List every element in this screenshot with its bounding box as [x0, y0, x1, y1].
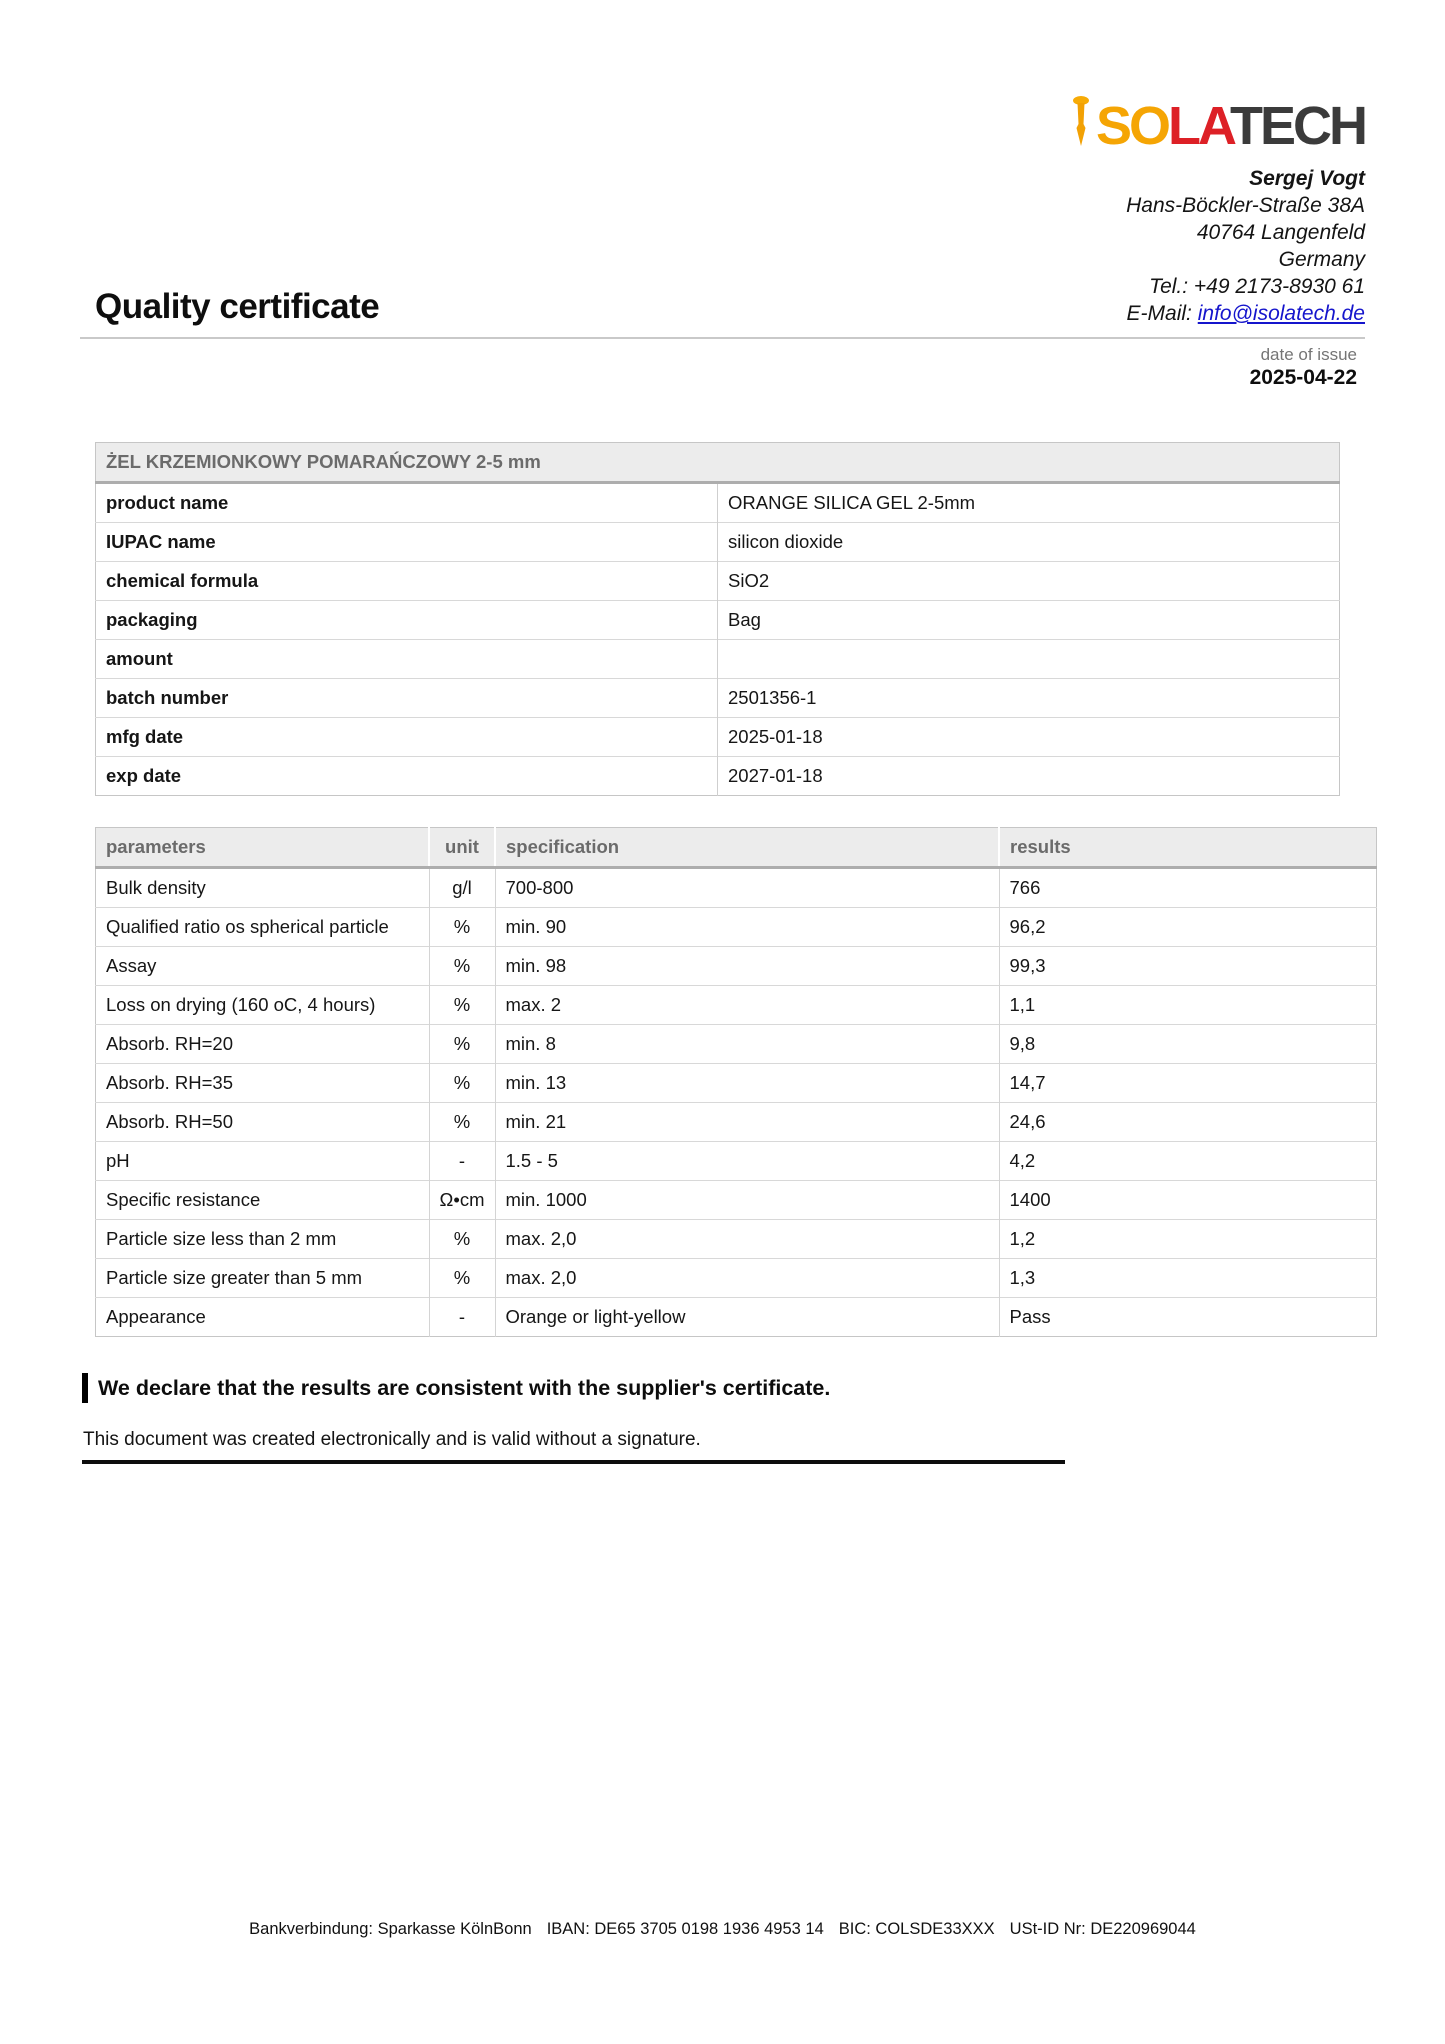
table-row — [96, 757, 1340, 796]
table-row — [96, 483, 1340, 523]
email-label: E-Mail: — [1126, 302, 1198, 325]
declaration-bar — [82, 1373, 88, 1403]
table-row — [96, 523, 1340, 562]
param-name: pH — [96, 1142, 430, 1181]
parameters-header-row — [96, 828, 1377, 868]
table-row — [96, 1220, 1377, 1259]
product-row-label: batch number — [96, 679, 718, 718]
column-header-results: results — [999, 828, 1377, 868]
param-unit: % — [429, 1220, 495, 1259]
param-name: Particle size greater than 5 mm — [96, 1259, 430, 1298]
param-specification: 700-800 — [495, 868, 999, 908]
table-row — [96, 868, 1377, 908]
param-unit: g/l — [429, 868, 495, 908]
table-row — [96, 1064, 1377, 1103]
param-name: Assay — [96, 947, 430, 986]
param-result: 14,7 — [999, 1064, 1377, 1103]
table-row — [96, 718, 1340, 757]
param-result: 1,3 — [999, 1259, 1377, 1298]
contact-email-line — [1126, 300, 1365, 327]
param-unit: % — [429, 1064, 495, 1103]
column-header-specification: specification — [495, 828, 999, 868]
contact-block — [1126, 165, 1365, 327]
product-row-value — [718, 640, 1340, 679]
param-specification: max. 2,0 — [495, 1220, 999, 1259]
table-row — [96, 1103, 1377, 1142]
param-unit: % — [429, 1025, 495, 1064]
param-unit: % — [429, 1103, 495, 1142]
date-of-issue-label: date of issue — [1260, 345, 1357, 364]
contact-country: Germany — [1278, 248, 1365, 271]
table-row — [96, 601, 1340, 640]
param-result: 96,2 — [999, 908, 1377, 947]
product-row-label: mfg date — [96, 718, 718, 757]
footer-iban: IBAN: DE65 3705 0198 1936 4953 14 — [546, 1920, 824, 1938]
table-row — [96, 562, 1340, 601]
signature-line — [82, 1460, 1065, 1464]
param-specification: min. 8 — [495, 1025, 999, 1064]
param-specification: max. 2,0 — [495, 1259, 999, 1298]
logo-part-so: SO — [1095, 96, 1169, 157]
param-result: 766 — [999, 868, 1377, 908]
table-row — [96, 1181, 1377, 1220]
table-row — [96, 679, 1340, 718]
param-name: Absorb. RH=35 — [96, 1064, 430, 1103]
product-row-value: silicon dioxide — [718, 523, 1340, 562]
date-of-issue-block — [80, 345, 1365, 390]
product-row-value: Bag — [718, 601, 1340, 640]
product-row-value: ORANGE SILICA GEL 2-5mm — [718, 483, 1340, 523]
contact-street: Hans-Böckler-Straße 38A — [1126, 194, 1365, 217]
product-row-label: chemical formula — [96, 562, 718, 601]
product-row-label: amount — [96, 640, 718, 679]
product-row-value: 2501356-1 — [718, 679, 1340, 718]
footer-bank: Bankverbindung: Sparkasse KölnBonn — [249, 1920, 532, 1938]
table-row — [96, 1025, 1377, 1064]
param-unit: Ω•cm — [429, 1181, 495, 1220]
param-result: 1,2 — [999, 1220, 1377, 1259]
product-row-value: 2027-01-18 — [718, 757, 1340, 796]
param-name: Particle size less than 2 mm — [96, 1220, 430, 1259]
param-unit: - — [429, 1298, 495, 1337]
param-name: Qualified ratio os spherical particle — [96, 908, 430, 947]
contact-name: Sergej Vogt — [1249, 167, 1365, 190]
logo-text — [1095, 96, 1365, 157]
param-unit: % — [429, 986, 495, 1025]
declaration-text: We declare that the results are consistent with the supplier's certificate. — [98, 1375, 831, 1400]
product-table-title: ŻEL KRZEMIONKOWY POMARAŃCZOWY 2-5 mm — [96, 443, 1340, 483]
contact-city: 40764 Langenfeld — [1196, 221, 1365, 244]
param-unit: % — [429, 947, 495, 986]
email-link[interactable]: info@isolatech.de — [1197, 302, 1365, 325]
param-specification: Orange or light-yellow — [495, 1298, 999, 1337]
param-name: Bulk density — [106, 877, 206, 898]
logo-part-tech: TECH — [1230, 96, 1365, 157]
column-header-parameters: parameters — [96, 828, 430, 868]
param-result: 24,6 — [999, 1103, 1377, 1142]
date-of-issue-value: 2025-04-22 — [1249, 366, 1357, 389]
param-name: Appearance — [96, 1298, 430, 1337]
param-specification: min. 98 — [495, 947, 999, 986]
param-specification: max. 2 — [495, 986, 999, 1025]
param-specification: min. 1000 — [495, 1181, 999, 1220]
product-table-header-row — [96, 443, 1340, 483]
declaration-block — [82, 1373, 1365, 1403]
contact-phone: Tel.: +49 2173-8930 61 — [1149, 275, 1365, 298]
product-row-label: exp date — [96, 757, 718, 796]
electronic-note: This document was created electronically and is valid without a signature. — [83, 1429, 701, 1450]
footer — [0, 1920, 1445, 1939]
param-result: 1,1 — [999, 986, 1377, 1025]
param-name: Absorb. RH=20 — [96, 1025, 430, 1064]
param-name: Specific resistance — [96, 1181, 430, 1220]
param-result: 4,2 — [999, 1142, 1377, 1181]
product-table — [95, 442, 1340, 796]
param-name: Absorb. RH=50 — [96, 1103, 430, 1142]
pipette-icon — [1070, 95, 1092, 149]
param-unit: % — [429, 908, 495, 947]
page-title: Quality certificate — [95, 287, 380, 326]
table-row — [96, 986, 1377, 1025]
parameters-table — [95, 827, 1377, 1337]
footer-bic: BIC: COLSDE33XXX — [838, 1920, 995, 1938]
product-row-label: product name — [96, 483, 718, 523]
product-row-value: 2025-01-18 — [718, 718, 1340, 757]
param-result: 9,8 — [999, 1025, 1377, 1064]
table-row — [96, 947, 1377, 986]
table-row — [96, 908, 1377, 947]
param-result: Pass — [999, 1298, 1377, 1337]
title-column — [80, 287, 379, 327]
logo-part-la: LA — [1168, 96, 1230, 157]
column-header-unit: unit — [429, 828, 495, 868]
param-specification: min. 21 — [495, 1103, 999, 1142]
page-header — [80, 0, 1365, 339]
table-row — [96, 1142, 1377, 1181]
param-name: Loss on drying (160 oC, 4 hours) — [96, 986, 430, 1025]
table-row — [96, 1298, 1377, 1337]
param-unit: % — [429, 1259, 495, 1298]
product-row-label: packaging — [96, 601, 718, 640]
param-result: 99,3 — [999, 947, 1377, 986]
param-unit: - — [429, 1142, 495, 1181]
table-row — [96, 1259, 1377, 1298]
param-specification: min. 13 — [495, 1064, 999, 1103]
table-row — [96, 640, 1340, 679]
product-row-label: IUPAC name — [96, 523, 718, 562]
footer-ustid: USt-ID Nr: DE220969044 — [1009, 1920, 1196, 1938]
company-logo — [1070, 95, 1365, 157]
brand-column — [1070, 95, 1365, 327]
param-specification: 1.5 - 5 — [495, 1142, 999, 1181]
param-result: 1400 — [999, 1181, 1377, 1220]
product-row-value: SiO2 — [718, 562, 1340, 601]
param-specification: min. 90 — [495, 908, 999, 947]
